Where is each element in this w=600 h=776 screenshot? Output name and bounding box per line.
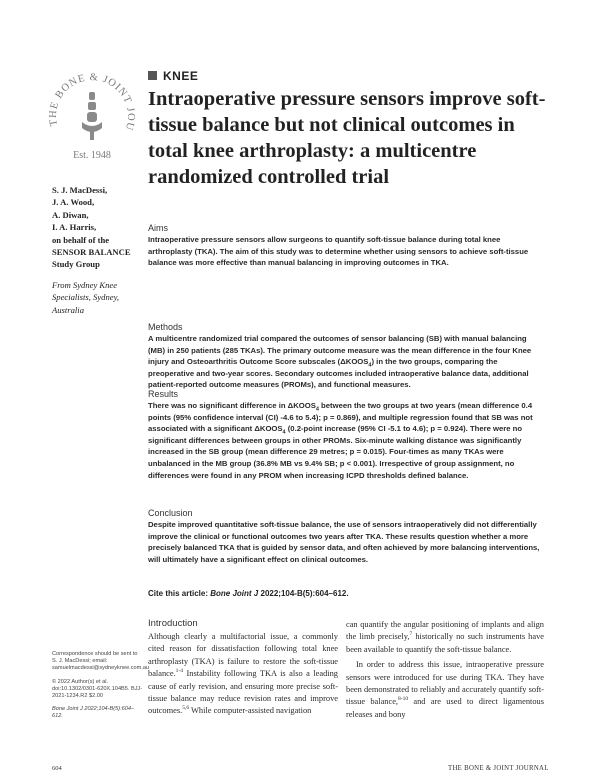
abstract-results bbox=[148, 388, 543, 481]
conclusion-text: Despite improved quantitative soft-tissue balance, the use of sensors intraoperatively did not differentially improve the clinical or functional outcomes two years after TKA. These results question whether a more precisely balanced TKA that is guided by sensor data, and often achieved by more balancing interventions, will ultimately have a significant effect on clinical outcomes. bbox=[148, 520, 540, 564]
correspondence-note: Correspondence should be sent to S. J. MacDessi; email: samuelmacdessi@sydneyknee.com.au bbox=[52, 651, 150, 672]
intro-paragraph: Although clearly a multifactorial issue, a commonly cited reason for dissatisfaction following total knee arthroplasty (TKA) is failure to restore the soft-tissue balance.$^{1-4}$ Instability following TKA is also a leading cause of early revision, and ensuring more precise soft-tissue balance may reduce revision rates and improve outcomes.$^{5,6}$ While computer-assisted navigation bbox=[148, 632, 338, 716]
methods-heading: Methods bbox=[148, 322, 183, 332]
body-column-right bbox=[346, 619, 544, 721]
page-number: 604 bbox=[52, 765, 62, 772]
author-list bbox=[52, 184, 146, 271]
logo-est-text: Est. 1948 bbox=[73, 150, 111, 161]
author: SENSOR BALANCE bbox=[52, 247, 131, 258]
intro-paragraph: can quantify the angular positioning of implants and align the limb precisely,$^7$ historically no such instruments have been available to quantify the soft-tissue balance. bbox=[346, 620, 544, 654]
cite-line bbox=[148, 589, 349, 598]
cite-ref: 2022;104-B(5):604–612. bbox=[260, 589, 349, 598]
body-column-left bbox=[148, 631, 338, 718]
conclusion-heading: Conclusion bbox=[148, 508, 193, 518]
aims-text: Intraoperative pressure sensors allow surgeons to quantify soft-tissue balance during total knee arthroplasty (TKA). The aim of this study was to determine whether using sensors to achieve soft-tissue balance was more effective than manual balancing in improving outcomes in TKA. bbox=[148, 235, 529, 268]
results-heading: Results bbox=[148, 389, 179, 399]
citation-note: Bone Joint J 2022;104-B(5):604–612. bbox=[52, 706, 135, 720]
square-bullet-icon bbox=[148, 71, 157, 80]
footer-journal-name: THE BONE & JOINT JOURNAL bbox=[448, 765, 549, 772]
intro-paragraph: In order to address this issue, intraoperative pressure sensors were introduced for use during TKA. They have been demonstrated to reliably and accurately quantify soft-tissue balance,$^{8-10}$ and are used to direct ligamentous releases and bony bbox=[346, 660, 544, 719]
abstract-aims bbox=[148, 222, 543, 269]
affiliation: From Sydney Knee Specialists, Sydney, Australia bbox=[52, 280, 120, 315]
author: I. A. Harris, bbox=[52, 222, 97, 233]
author: J. A. Wood, bbox=[52, 197, 95, 208]
bone-joint-seal-icon bbox=[44, 58, 140, 168]
logo-ring-text: THE BONE & JOINT JOU bbox=[47, 71, 137, 133]
section-label: KNEE bbox=[163, 69, 199, 83]
abstract-conclusion bbox=[148, 507, 543, 565]
methods-text: A multicentre randomized trial compared the outcomes of sensor balancing (SB) with manual balancing (MB) in 250 patients (285 TKAs). The primary outcome measure was the mean difference in the four Knee injury and Osteoarthritis Outcome Score subscales $(\Delta KOOS_4)$ in the two groups, comparing the preoperative and two-year scores. Secondary outcomes included intraoperative balance data, additional patient-reported outcome measures (PROMs), and functional measures. bbox=[148, 334, 532, 390]
author: on behalf of the bbox=[52, 234, 110, 245]
article-title: Intraoperative pressure sensors improve soft-tissue balance but not clinical outcomes in total knee arthroplasty: a multicentre randomized controlled trial bbox=[148, 88, 546, 188]
aims-heading: Aims bbox=[148, 223, 168, 233]
abstract-methods bbox=[148, 321, 543, 391]
author: A. Diwan, bbox=[52, 209, 89, 220]
author: S. J. MacDessi, bbox=[52, 185, 108, 195]
introduction-heading: Introduction bbox=[148, 618, 198, 629]
cite-label: Cite this article: bbox=[148, 589, 209, 598]
copyright-note: © 2022 Author(s) et al. doi:10.1302/0301-620X.104B5. BJJ-2021-1234.R2 $2.00 bbox=[52, 678, 143, 700]
section-tag bbox=[148, 69, 198, 83]
margin-notes bbox=[52, 651, 150, 727]
author: Study Group bbox=[52, 259, 100, 270]
cite-journal: Bone Joint J bbox=[210, 589, 259, 598]
journal-logo bbox=[44, 58, 140, 168]
results-text: There was no significant difference in $\Delta KOOS_4$ between the two groups at two years (mean difference 0.4 points (95% confidence interval (CI) -4.6 to 5.4); p = 0.869), and multiple regression found that SB was not associated with a significant $\Delta KOOS_4$ (0.2-point increase (95% CI -5.1 to 4.6); p = 0.924). There were no significant differences between groups in other PROMs. Six-minute walking distance was significantly increased in the SB group (mean difference 29 metres; p = 0.015). Four-times as many TKAs were unbalanced in the MB group (36.8% MB vs 9.4% SB; p < 0.001). Irrespective of group assignment, no differences were found in any PROM when increasing ICPD thresholds defined balance. bbox=[148, 401, 533, 480]
